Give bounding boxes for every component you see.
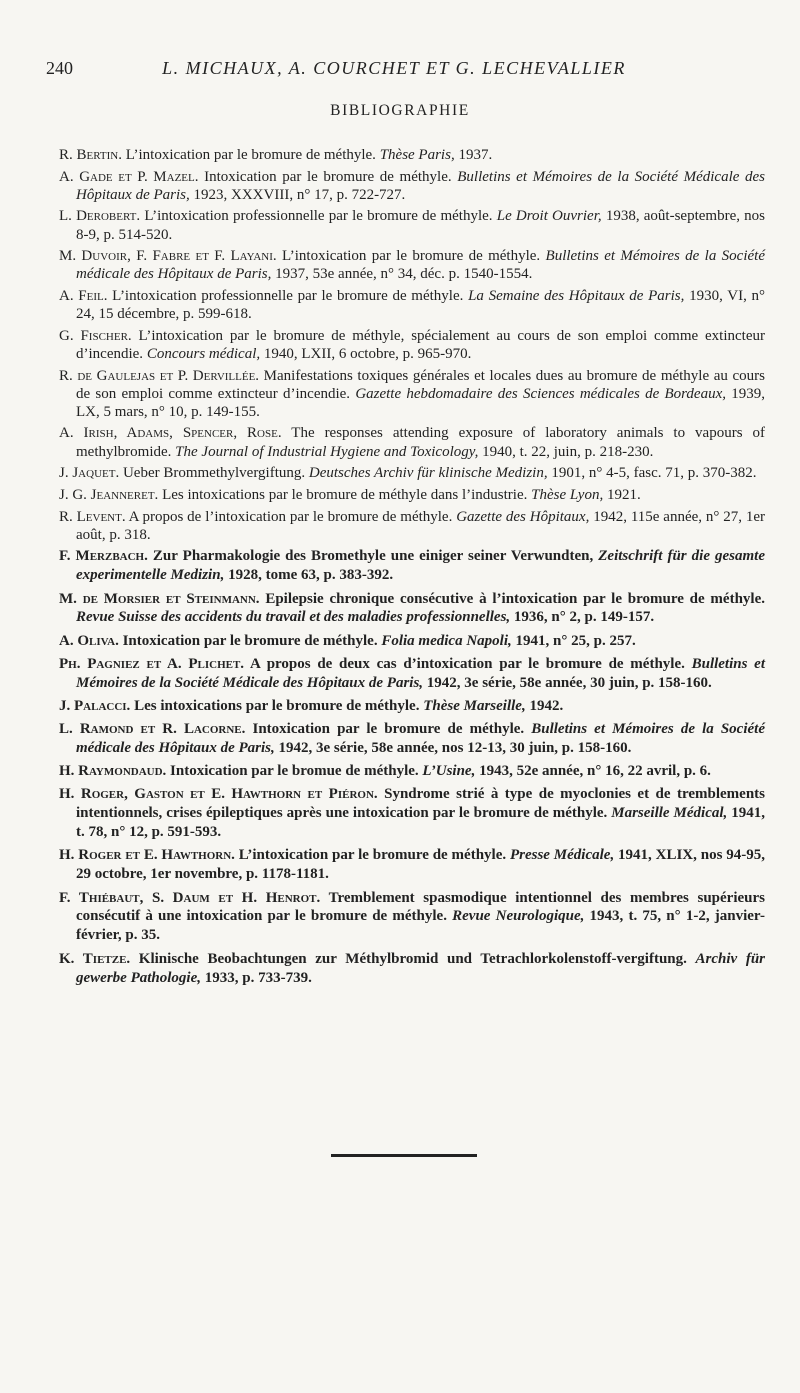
reference-source: Revue Neurologique, [452,908,585,925]
reference-title: Les intoxications par le bromure de méthyle dans l’industrie. [158,486,532,503]
reference-title: Manifestations toxiques générales et locales dues au bromure de méthyle au cours de son emploi comme extincteur d’incendie. [76,367,765,402]
reference-authors: J. Jaquet. [59,465,120,482]
reference-authors: Ph. Pagniez et A. Plichet. [59,655,245,672]
page-header [46,58,742,82]
reference-details: 1936, n° 2, p. 149-157. [510,609,655,626]
reference-source: Thèse Marseille, [423,697,526,714]
reference-source: Le Droit Ouvrier, [496,208,602,225]
reference-details: 1941, n° 25, p. 257. [511,632,636,649]
reference-authors: J. Palacci. [59,697,131,714]
reference-title: L’intoxication professionnelle par le bromure de méthyle. [107,288,469,305]
reference-title: L’intoxication professionnelle par le bromure de méthyle. [140,208,497,225]
reference-title: Intoxication par le bromue de méthyle. [166,763,423,780]
reference-entry [59,889,765,946]
reference-authors: L. Derobert. [59,208,141,225]
page-number: 240 [46,58,73,78]
reference-source: Folia medica Napoli, [381,632,512,649]
reference-entry [59,464,765,482]
reference-title: Syndrome strié à type de myoclonies et de tremblements intentionnels, crises épileptiques après une intoxication par le bromure de méthyle. [76,786,765,822]
reference-list [59,146,765,992]
reference-source: Thèse Paris, [379,147,455,163]
reference-source: Marseille Médical, [611,805,728,822]
reference-authors: J. G. Jeanneret. [59,486,159,503]
reference-details: 1937, 53e année, n° 34, déc. p. 1540-1554. [271,266,533,283]
reference-authors: A. Oliva. [59,632,119,649]
section-title: BIBLIOGRAPHIE [330,102,470,119]
reference-source: The Journal of Industrial Hygiene and Toxicology, [175,443,479,460]
reference-source: Revue Suisse des accidents du travail et des maladies professionnelles, [76,609,511,626]
reference-source: Bulletins et Mémoires de la Société Médicale des Hôpitaux de Paris, [76,168,765,203]
reference-authors: R. de Gaulejas et P. Dervillée. [59,367,260,384]
reference-title: Tremblement spasmodique intentionnel des membres supérieurs consécutif à une intoxication par le bromure de méthyle. [76,889,765,925]
running-title: L. MICHAUX, A. COURCHET ET G. LECHEVALLIER [162,58,626,78]
reference-details: 1941, XLIX, nos 94-95, 29 octobre, 1er novembre, p. 1178-1181. [76,847,765,883]
reference-title: Intoxication par le bromure de méthyle. [198,168,458,185]
reference-authors: H. Roger, Gaston et E. Hawthorn et Piéron. [59,786,378,803]
reference-entry [59,655,765,693]
reference-entry [59,168,765,204]
reference-title: The responses attending exposure of laboratory animals to vapours of methylbromide. [76,425,765,460]
reference-authors: H. Raymondaud. [59,763,167,780]
reference-authors: A. Gade et P. Mazel. [59,168,199,185]
reference-details: 1942, 115e année, n° 27, 1er août, p. 318. [76,508,765,543]
reference-details: 1943, t. 75, n° 1-2, janvier-février, p. 35. [76,908,766,944]
reference-authors: A. Feil. [59,288,108,305]
reference-source: Thèse Lyon, [531,486,604,503]
reference-authors: K. Tietze. [59,950,131,967]
reference-details: 1941, t. 78, n° 12, p. 591-593. [76,805,765,841]
reference-details: 1923, XXXVIII, n° 17, p. 722-727. [189,186,406,203]
reference-authors: F. Merzbach. [59,548,148,565]
reference-title: A propos de deux cas d’intoxication par le bromure de méthyle. [244,655,692,672]
reference-title: Epilepsie chronique consécutive à l’intoxication par le bromure de méthyle. [259,590,765,607]
reference-entry [59,785,765,842]
reference-details: 1937. [454,147,493,163]
reference-source: La Semaine des Hôpitaux de Paris, [468,288,685,305]
reference-authors: R. Levent. [59,508,126,525]
reference-title: Ueber Brommethylvergiftung. [119,465,309,482]
reference-source: Zeitschrift für die gesamte experimentelle Medizin, [76,548,765,584]
reference-authors: G. Fischer. [59,327,132,344]
reference-details: 1943, 52e année, n° 16, 22 avril, p. 6. [475,763,711,780]
reference-entry [59,508,765,544]
reference-source: Archiv für gewerbe Pathologie, [76,950,766,986]
reference-details: 1928, tome 63, p. 383-392. [224,567,394,584]
reference-entry [59,590,765,628]
reference-entry [59,632,765,651]
reference-title: Zur Pharmakologie des Bromethyle une einiger seiner Verwundten, [147,548,599,565]
reference-title: L’intoxication par le bromure de méthyle. [276,248,546,265]
reference-details: 1942, 3e série, 58e année, nos 12-13, 30 juin, p. 158-160. [274,740,632,757]
reference-entry [59,367,765,421]
reference-authors: A. Irish, Adams, Spencer, Rose. [59,425,282,442]
reference-entry [59,327,765,363]
reference-entry [59,207,765,243]
reference-title: L’intoxication par le bromure de méthyle. [234,847,510,864]
reference-details: 1939, LX, 5 mars, n° 10, p. 149-155. [76,385,765,420]
reference-title: A propos de l’intoxication par le bromure de méthyle. [125,508,457,525]
reference-entry [59,486,765,504]
reference-source: Deutsches Archiv für klinische Medizin, [308,465,548,482]
reference-source: Presse Médicale, [509,847,615,864]
reference-entry [59,424,765,460]
reference-details: 1933, p. 733-739. [200,969,312,986]
reference-details: 1938, août-septembre, nos 8-9, p. 514-520. [76,208,765,243]
reference-source: Bulletins et Mémoires de la Société médicale des Hôpitaux de Paris, [76,248,765,283]
reference-source: Bulletins et Mémoires de la Société médicale des Hôpitaux de Paris, [76,721,765,757]
reference-details: 1940, t. 22, juin, p. 218-230. [478,443,654,460]
reference-entry [59,697,765,716]
reference-authors: L. Ramond et R. Lacorne. [59,721,246,738]
reference-entry [59,762,765,781]
reference-authors: F. Thiébaut, S. Daum et H. Henrot. [59,889,321,906]
reference-details: 1901, n° 4-5, fasc. 71, p. 370-382. [547,465,757,482]
reference-entry [59,950,765,988]
reference-authors: H. Roger et E. Hawthorn. [59,847,235,864]
reference-entry [59,247,765,283]
reference-details: 1921. [603,486,641,503]
reference-details: 1942, 3e série, 58e année, 30 juin, p. 158-160. [423,674,712,691]
reference-authors: R. Bertin. [59,147,122,163]
reference-title: L’intoxication par le bromure de méthyle, spécialement au cours de son emploi comme extincteur d’incendie. [76,327,765,362]
reference-entry [59,846,765,884]
reference-details: 1940, LXII, 6 octobre, p. 965-970. [260,345,472,362]
reference-title: Les intoxications par le bromure de méthyle. [130,697,424,714]
reference-title: Klinische Beobachtungen zur Méthylbromid und Tetrachlorkolenstoff-vergiftung. [130,950,696,967]
reference-title: Intoxication par le bromure de méthyle. [245,721,532,738]
reference-source: L’Usine, [422,763,476,780]
reference-source: Concours médical, [146,345,261,362]
reference-source: Gazette des Hôpitaux, [456,508,590,525]
reference-details: 1942. [525,697,564,714]
reference-authors: M. Duvoir, F. Fabre et F. Layani. [59,248,277,265]
reference-entry [59,146,765,164]
reference-entry [59,547,765,585]
reference-title: Intoxication par le bromure de méthyle. [118,632,382,649]
reference-source: Gazette hebdomadaire des Sciences médicales de Bordeaux, [355,385,726,402]
reference-authors: M. de Morsier et Steinmann. [59,590,260,607]
reference-entry [59,720,765,758]
reference-details: 1930, VI, n° 24, 15 décembre, p. 599-618. [76,288,766,323]
reference-entry [59,287,765,323]
reference-source: Bulletins et Mémoires de la Société Médicale des Hôpitaux de Paris, [76,655,765,691]
closing-rule [331,1154,477,1157]
reference-title: L’intoxication par le bromure de méthyle. [121,147,380,163]
